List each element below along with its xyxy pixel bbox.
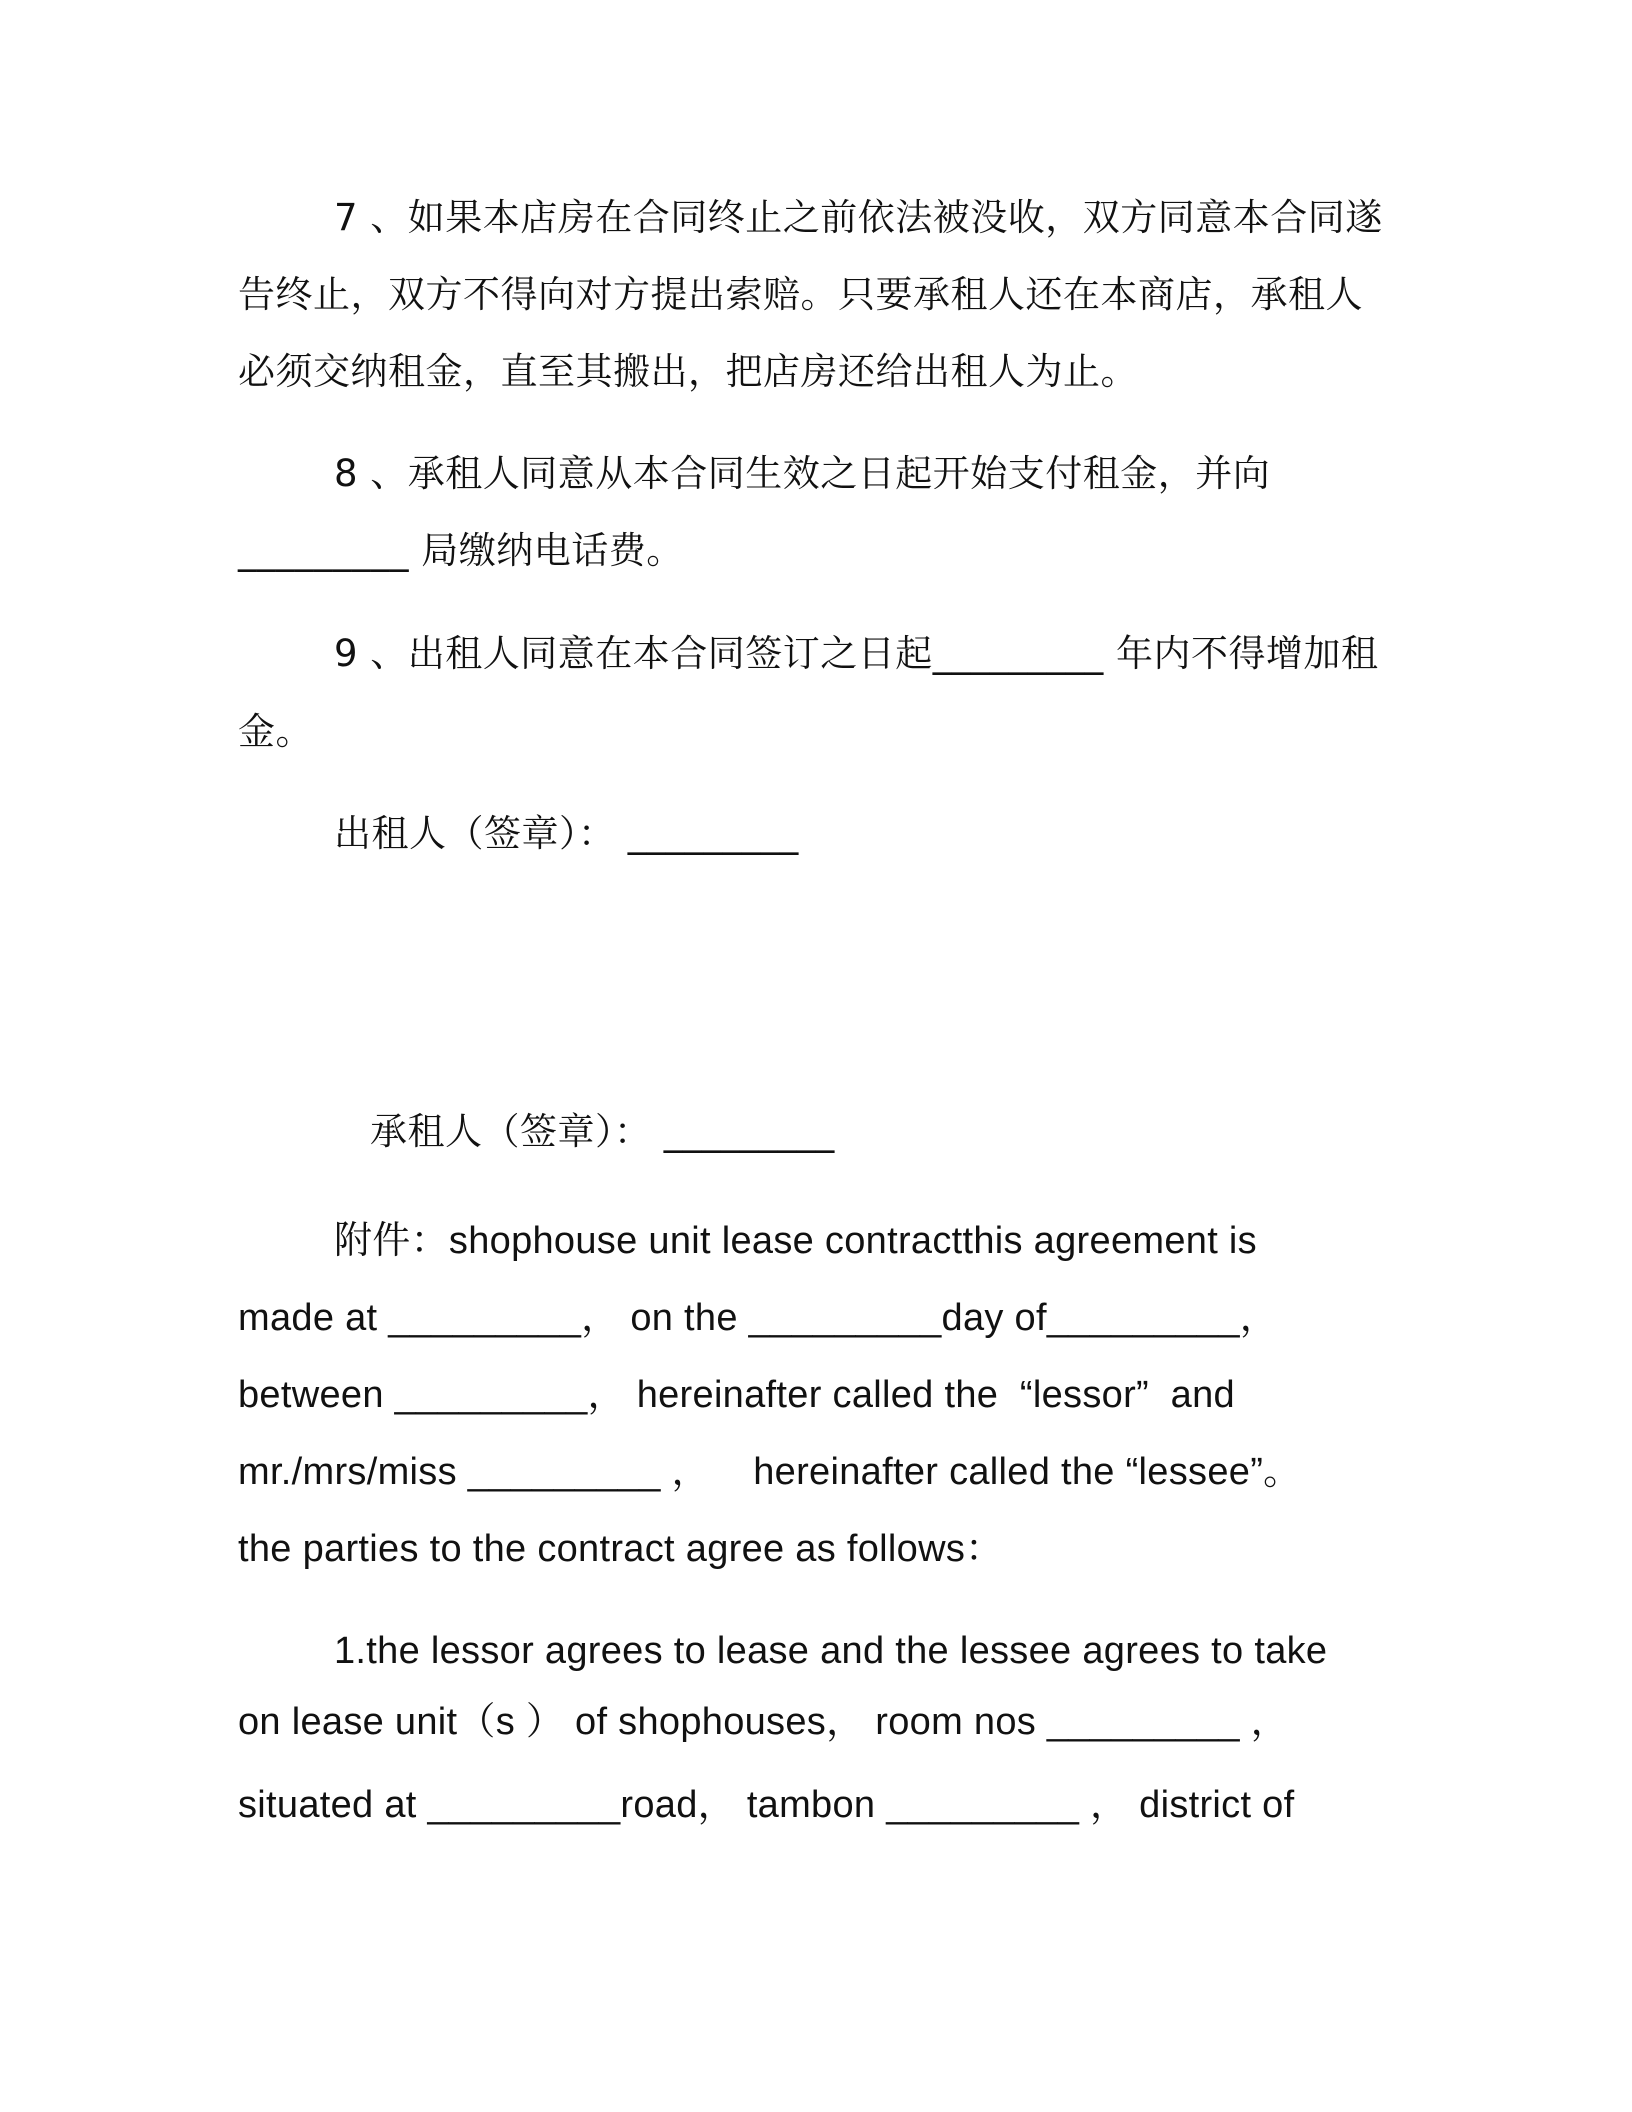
attachment-line-2: made at _________， on the _________day of_________， — [238, 1297, 1279, 1339]
clause-9-line-2: 金。 — [238, 710, 313, 753]
english-clause-1-line-1: 1.the lessor agrees to lease and the lessee agrees to take — [334, 1630, 1328, 1672]
clause-7-line-3: 必须交纳租金，直至其搬出，把店房还给出租人为止。 — [238, 350, 1138, 393]
attachment-line-5: the parties to the contract agree as follows： — [238, 1528, 1004, 1570]
english-clause-1-line-3: situated at _________road， tambon _________ ， district of — [238, 1784, 1295, 1826]
attachment-line-3: between _________， hereinafter called the “lessor” and — [238, 1374, 1235, 1416]
clause-9-line-1: 9 、出租人同意在本合同签订之日起_________ 年内不得增加租 — [334, 632, 1379, 675]
clause-7-line-1: 7 、如果本店房在合同终止之前依法被没收，双方同意本合同遂 — [334, 196, 1383, 239]
attachment-line-4: mr./mrs/miss _________ ， hereinafter called the “lessee”。 — [238, 1451, 1302, 1493]
attachment-line-1: 附件：shophouse unit lease contractthis agreement is — [334, 1220, 1257, 1262]
clause-8-line-1: 8 、承租人同意从本合同生效之日起开始支付租金，并向 — [334, 452, 1271, 495]
clause-7-line-2: 告终止，双方不得向对方提出索赔。只要承租人还在本商店，承租人 — [238, 273, 1363, 316]
english-clause-1-line-2: on lease unit（s ） of shophouses， room nos _________ ， — [238, 1701, 1289, 1743]
clause-8-line-2: _________ 局缴纳电话费。 — [238, 529, 684, 572]
lessee-signature: 承租人（签章）： _________ — [370, 1110, 835, 1153]
lessor-signature: 出租人（签章）： _________ — [334, 812, 799, 855]
